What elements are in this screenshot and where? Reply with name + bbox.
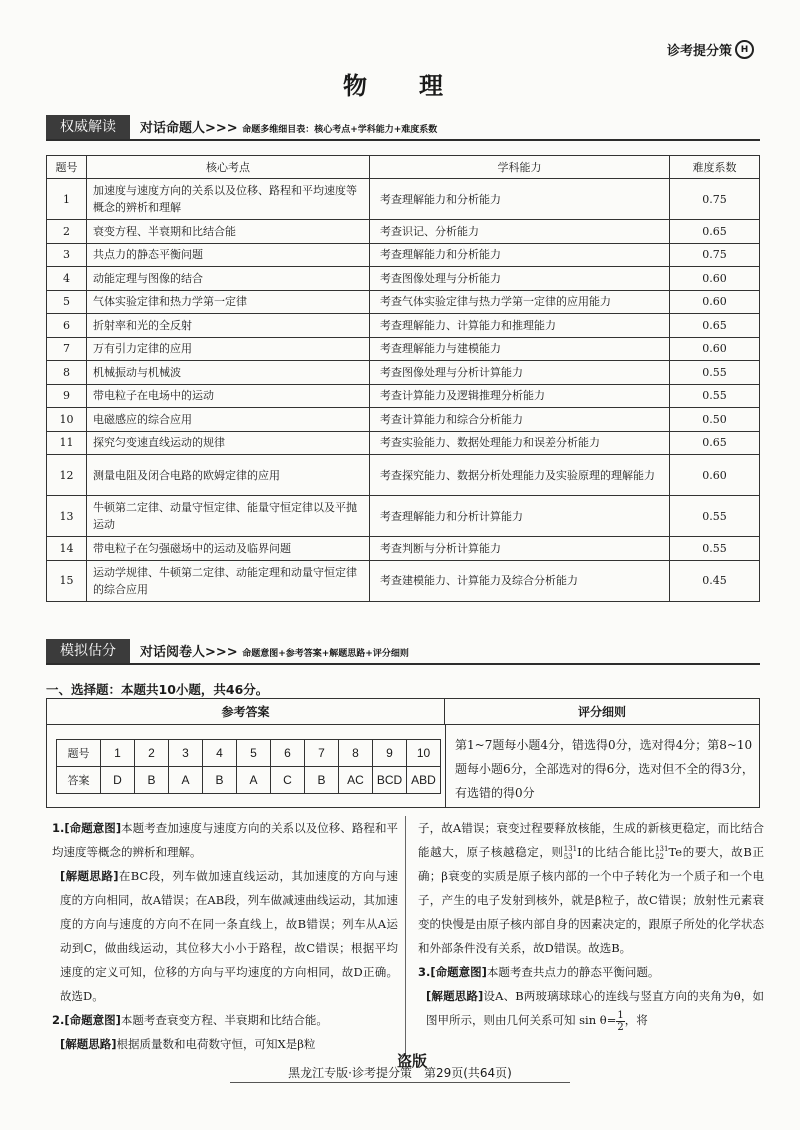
answer-box xyxy=(46,698,760,808)
answer-value-cell: B xyxy=(135,767,169,794)
table-cell-no: 10 xyxy=(47,408,87,432)
answer-number-row xyxy=(57,740,441,767)
section-header-simulation xyxy=(46,641,760,665)
answer-value-cell: A xyxy=(169,767,203,794)
table-cell-point: 折射率和光的全反射 xyxy=(87,314,370,338)
table-cell-ability: 考查实验能力、数据处理能力和误差分析能力 xyxy=(370,431,670,455)
row-label: 答案 xyxy=(57,767,101,794)
idea-text: 的要大，故B正确；β衰变的实质是原子核内部的一个中子转化为一个质子和一个电子，产生的电子发射到核外，就是β粒子，故C错误；放射性元素衰变的快慢是由原子核内部自身的因素决定的，跟原子所处的化学状态和外部条件没有关系，故D错误。故选B。 xyxy=(418,845,764,955)
table-cell-difficulty: 0.50 xyxy=(670,408,760,432)
table-cell-ability: 考查识记、分析能力 xyxy=(370,220,670,244)
element-symbol: I xyxy=(577,845,582,859)
table-row xyxy=(47,455,760,496)
table-cell-ability: 考查判断与分析计算能力 xyxy=(370,537,670,561)
table-cell-ability: 考查理解能力和分析能力 xyxy=(370,243,670,267)
section-subtitle-text: 命题多维细目表：核心考点+学科能力+难度系数 xyxy=(242,125,438,135)
table-cell-no: 13 xyxy=(47,496,87,537)
table-row xyxy=(47,267,760,291)
table-cell-difficulty: 0.65 xyxy=(670,431,760,455)
table-row xyxy=(47,243,760,267)
q3-intent xyxy=(418,960,764,984)
answer-number-cell: 2 xyxy=(135,740,169,767)
question-number: 2. xyxy=(52,1013,65,1027)
table-cell-point: 牛顿第二定律、动量守恒定律、能量守恒定律以及平抛运动 xyxy=(87,496,370,537)
table-cell-no: 8 xyxy=(47,361,87,385)
isotope-tellurium xyxy=(655,845,682,859)
idea-text: 的比结合能比 xyxy=(581,845,656,859)
table-cell-no: 6 xyxy=(47,314,87,338)
table-cell-no: 1 xyxy=(47,179,87,220)
section-tag: 模拟估分 xyxy=(46,639,130,663)
table-cell-no: 7 xyxy=(47,337,87,361)
question-number: 1. xyxy=(52,821,65,835)
table-row xyxy=(47,560,760,601)
table-row xyxy=(47,220,760,244)
table-cell-difficulty: 0.55 xyxy=(670,496,760,537)
table-cell-point: 电磁感应的综合应用 xyxy=(87,408,370,432)
table-cell-no: 3 xyxy=(47,243,87,267)
table-cell-ability: 考查理解能力和分析计算能力 xyxy=(370,496,670,537)
table-cell-difficulty: 0.55 xyxy=(670,384,760,408)
section-title: 对话阅卷人>>> xyxy=(140,645,238,660)
table-row xyxy=(47,337,760,361)
fraction-denominator: 2 xyxy=(617,1021,624,1033)
fraction xyxy=(616,1010,624,1033)
table-cell-difficulty: 0.60 xyxy=(670,337,760,361)
section-subtitle xyxy=(130,641,409,663)
table-cell-no: 4 xyxy=(47,267,87,291)
table-cell-no: 14 xyxy=(47,537,87,561)
q3-idea xyxy=(418,984,764,1033)
table-cell-difficulty: 0.45 xyxy=(670,560,760,601)
table-cell-ability: 考查气体实验定律与热力学第一定律的应用能力 xyxy=(370,290,670,314)
question-heading: 一、选择题：本题共10小题，共46分。 xyxy=(46,682,269,697)
table-row xyxy=(47,431,760,455)
section-title: 对话命题人>>> xyxy=(140,121,238,136)
table-cell-ability: 考查探究能力、数据分析处理能力及实验原理的理解能力 xyxy=(370,455,670,496)
answer-value-cell: ABD xyxy=(407,767,441,794)
intent-tag: [命题意图] xyxy=(430,965,487,979)
answer-number-cell: 5 xyxy=(237,740,271,767)
idea-text: 根据质量数和电荷数守恒，可知X是β粒 xyxy=(116,1037,316,1051)
table-cell-ability: 考查计算能力及逻辑推理分析能力 xyxy=(370,384,670,408)
solution-column-right xyxy=(418,816,764,1033)
atomic-number: 53 xyxy=(563,853,573,861)
answer-number-cell: 6 xyxy=(271,740,305,767)
q1-intent xyxy=(52,816,398,864)
table-cell-no: 5 xyxy=(47,290,87,314)
table-cell-no: 2 xyxy=(47,220,87,244)
table-cell-difficulty: 0.75 xyxy=(670,243,760,267)
table-cell-difficulty: 0.60 xyxy=(670,455,760,496)
mass-number: 131 xyxy=(655,845,669,853)
brand-logo-icon: H xyxy=(735,40,754,59)
element-symbol: Te xyxy=(668,845,683,859)
answer-header: 参考答案 xyxy=(47,699,445,725)
table-row xyxy=(47,361,760,385)
q2-idea xyxy=(52,1032,398,1056)
table-cell-difficulty: 0.75 xyxy=(670,179,760,220)
answer-number-cell: 3 xyxy=(169,740,203,767)
column-header: 题号 xyxy=(47,156,87,179)
answer-table xyxy=(56,739,441,794)
table-cell-point: 测量电阻及闭合电路的欧姆定律的应用 xyxy=(87,455,370,496)
section-subtitle xyxy=(130,117,437,139)
solution-column-left xyxy=(52,816,398,1056)
answer-number-cell: 7 xyxy=(305,740,339,767)
table-row xyxy=(47,314,760,338)
table-row xyxy=(47,290,760,314)
scoring-header: 评分细则 xyxy=(445,699,759,725)
table-cell-point: 共点力的静态平衡问题 xyxy=(87,243,370,267)
intent-tag: [命题意图] xyxy=(64,1013,121,1027)
table-cell-no: 12 xyxy=(47,455,87,496)
table-cell-difficulty: 0.55 xyxy=(670,537,760,561)
idea-text: ，将 xyxy=(624,1013,648,1027)
intent-text: 本题考查衰变方程、半衰期和比结合能。 xyxy=(120,1013,328,1027)
divider xyxy=(445,725,446,807)
page-footer: 黑龙江专版·诊考提分策 第29页(共64页) xyxy=(288,1066,512,1080)
answer-value-cell: B xyxy=(203,767,237,794)
answer-value-cell: D xyxy=(101,767,135,794)
table-cell-point: 机械振动与机械波 xyxy=(87,361,370,385)
table-cell-point: 气体实验定律和热力学第一定律 xyxy=(87,290,370,314)
page-title: 物 理 xyxy=(343,72,457,100)
answer-number-cell: 9 xyxy=(373,740,407,767)
q1-idea xyxy=(52,864,398,1008)
answer-value-cell: AC xyxy=(339,767,373,794)
table-cell-point: 运动学规律、牛顿第二定律、动能定理和动量守恒定律的综合应用 xyxy=(87,560,370,601)
intent-text: 本题考查共点力的静态平衡问题。 xyxy=(486,965,660,979)
section-header-authority xyxy=(46,117,760,141)
atomic-number: 52 xyxy=(655,853,665,861)
section-tag: 权威解读 xyxy=(46,115,130,139)
column-header: 难度系数 xyxy=(670,156,760,179)
table-cell-point: 动能定理与图像的结合 xyxy=(87,267,370,291)
question-number: 3. xyxy=(418,965,431,979)
idea-text: 子，故A错误；衰变过程要释放核能，生成的新核更稳定，而比结合能越大，原子核越稳定，则 xyxy=(418,821,764,859)
column-divider xyxy=(405,816,406,1060)
row-label: 题号 xyxy=(57,740,101,767)
table-row xyxy=(47,408,760,432)
table-cell-point: 加速度与速度方向的关系以及位移、路程和平均速度等概念的辨析和理解 xyxy=(87,179,370,220)
idea-text: 设A、B两玻璃球球心的连线与竖直方向的夹角为θ，如图甲所示，则由几何关系可知 sin θ= xyxy=(426,989,764,1027)
answer-number-cell: 8 xyxy=(339,740,373,767)
table-cell-point: 衰变方程、半衰期和比结合能 xyxy=(87,220,370,244)
q2-idea-continued xyxy=(418,816,764,960)
table-header-row xyxy=(47,156,760,179)
table-cell-point: 万有引力定律的应用 xyxy=(87,337,370,361)
table-cell-ability: 考查图像处理与分析计算能力 xyxy=(370,361,670,385)
table-cell-point: 带电粒子在匀强磁场中的运动及临界问题 xyxy=(87,537,370,561)
table-cell-no: 11 xyxy=(47,431,87,455)
answer-number-cell: 1 xyxy=(101,740,135,767)
intent-text: 本题考查加速度与速度方向的关系以及位移、路程和平均速度等概念的辨析和理解。 xyxy=(52,821,398,859)
table-cell-no: 15 xyxy=(47,560,87,601)
mass-number: 131 xyxy=(563,845,578,853)
table-cell-difficulty: 0.65 xyxy=(670,314,760,338)
idea-tag: [解题思路] xyxy=(60,869,119,883)
table-cell-difficulty: 0.55 xyxy=(670,361,760,385)
idea-tag: [解题思路] xyxy=(426,989,484,1003)
table-row xyxy=(47,537,760,561)
brand xyxy=(667,40,754,59)
table-cell-point: 带电粒子在电场中的运动 xyxy=(87,384,370,408)
fraction-numerator: 1 xyxy=(617,1009,624,1021)
table-cell-difficulty: 0.60 xyxy=(670,267,760,291)
answer-number-cell: 4 xyxy=(203,740,237,767)
knowledge-point-table xyxy=(46,155,760,602)
table-cell-ability: 考查理解能力与建模能力 xyxy=(370,337,670,361)
table-cell-ability: 考查理解能力、计算能力和推理能力 xyxy=(370,314,670,338)
section-subtitle-text: 命题意图+参考答案+解题思路+评分细则 xyxy=(242,649,409,659)
table-cell-ability: 考查计算能力和综合分析能力 xyxy=(370,408,670,432)
table-row xyxy=(47,179,760,220)
column-header: 核心考点 xyxy=(87,156,370,179)
table-cell-difficulty: 0.65 xyxy=(670,220,760,244)
isotope-iodine xyxy=(564,845,582,859)
footer-stamp: 盗版 xyxy=(397,1052,428,1070)
answer-value-row xyxy=(57,767,441,794)
answer-value-cell: A xyxy=(237,767,271,794)
table-row xyxy=(47,384,760,408)
column-header: 学科能力 xyxy=(370,156,670,179)
brand-name: 诊考提分策 xyxy=(666,44,732,59)
scoring-rules: 第1~7题每小题4分，错选得0分，选对得4分；第8~10题每小题6分，全部选对的得6分，选对但不全的得3分，有选错的得0分 xyxy=(455,738,754,800)
table-cell-ability: 考查图像处理与分析能力 xyxy=(370,267,670,291)
q2-intent xyxy=(52,1008,398,1032)
table-cell-no: 9 xyxy=(47,384,87,408)
answer-value-cell: C xyxy=(271,767,305,794)
table-row xyxy=(47,496,760,537)
table-cell-point: 探究匀变速直线运动的规律 xyxy=(87,431,370,455)
answer-value-cell: B xyxy=(305,767,339,794)
table-cell-ability: 考查理解能力和分析能力 xyxy=(370,179,670,220)
table-cell-difficulty: 0.60 xyxy=(670,290,760,314)
answer-value-cell: BCD xyxy=(373,767,407,794)
table-cell-ability: 考查建模能力、计算能力及综合分析能力 xyxy=(370,560,670,601)
intent-tag: [命题意图] xyxy=(64,821,122,835)
idea-tag: [解题思路] xyxy=(60,1037,117,1051)
answer-number-cell: 10 xyxy=(407,740,441,767)
idea-text: 在BC段，列车做加速直线运动，其加速度的方向与速度的方向相同，故A错误；在AB段，列车做减速曲线运动，其加速度的方向与速度的方向不在同一条直线上，故B错误；列车从A运动到C，做曲线运动，其位移大小小于路程，故C错误；根据平均速度的定义可知，位移的方向与平均速度的方向相同，故D正确。故选D。 xyxy=(60,869,398,1003)
footer-rule xyxy=(230,1082,570,1083)
